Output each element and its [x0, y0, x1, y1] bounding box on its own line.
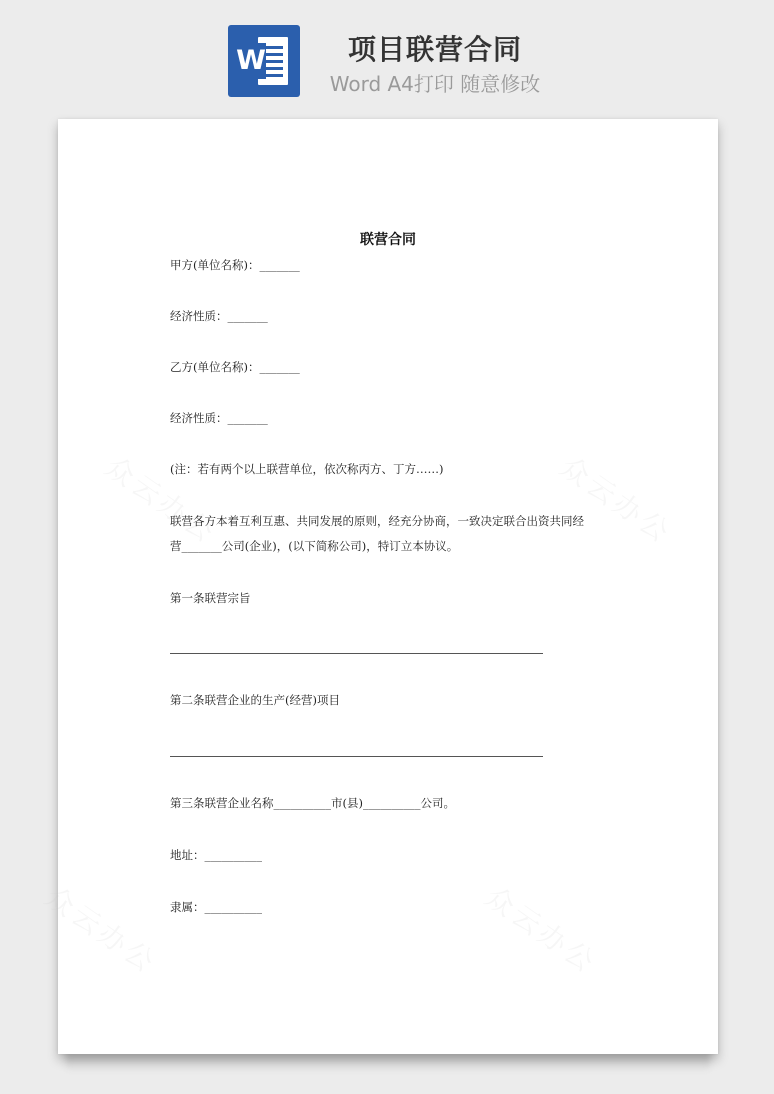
page-header	[0, 0, 774, 110]
party-a-nature-line: 经济性质：_______	[170, 309, 268, 323]
document-page	[39, 119, 718, 1054]
party-a-name-line: 甲方(单位名称)：_______	[170, 258, 300, 272]
article-2-heading: 第二条联营企业的生产(经营)项目	[170, 693, 340, 707]
watermark: 众云办公	[39, 879, 164, 981]
page-drop-shadow	[66, 1052, 710, 1072]
article-1-heading: 第一条联营宗旨	[170, 591, 251, 605]
party-b-nature-line: 经济性质：_______	[170, 411, 268, 425]
header-title: 项目联营合同	[347, 33, 522, 66]
article-3-line: 第三条联营企业名称__________市(县)__________公司。	[170, 796, 455, 810]
address-line: 地址：__________	[170, 848, 262, 862]
word-letter-badge: W	[236, 43, 266, 79]
note-line: (注：若有两个以上联营单位，依次称丙方、丁方……)	[170, 462, 444, 476]
watermark: 众云办公	[99, 449, 224, 551]
party-b-name-line: 乙方(单位名称)：_______	[170, 360, 300, 374]
word-document-icon	[228, 25, 300, 97]
preamble-line-2: 营_______公司(企业)，(以下简称公司)，特订立本协议。	[170, 539, 459, 553]
article-1-blank-rule	[170, 653, 543, 654]
header-subtitle: Word A4打印 随意修改	[329, 72, 541, 96]
affiliation-line: 隶属：__________	[170, 900, 262, 914]
watermark: 众云办公	[554, 449, 679, 551]
article-2-blank-rule	[170, 756, 543, 757]
watermark: 众云办公	[479, 879, 604, 981]
preamble-line-1: 联营各方本着互利互惠、共同发展的原则，经充分协商，一致决定联合出资共同经	[170, 514, 584, 528]
document-title: 联营合同	[360, 232, 416, 248]
